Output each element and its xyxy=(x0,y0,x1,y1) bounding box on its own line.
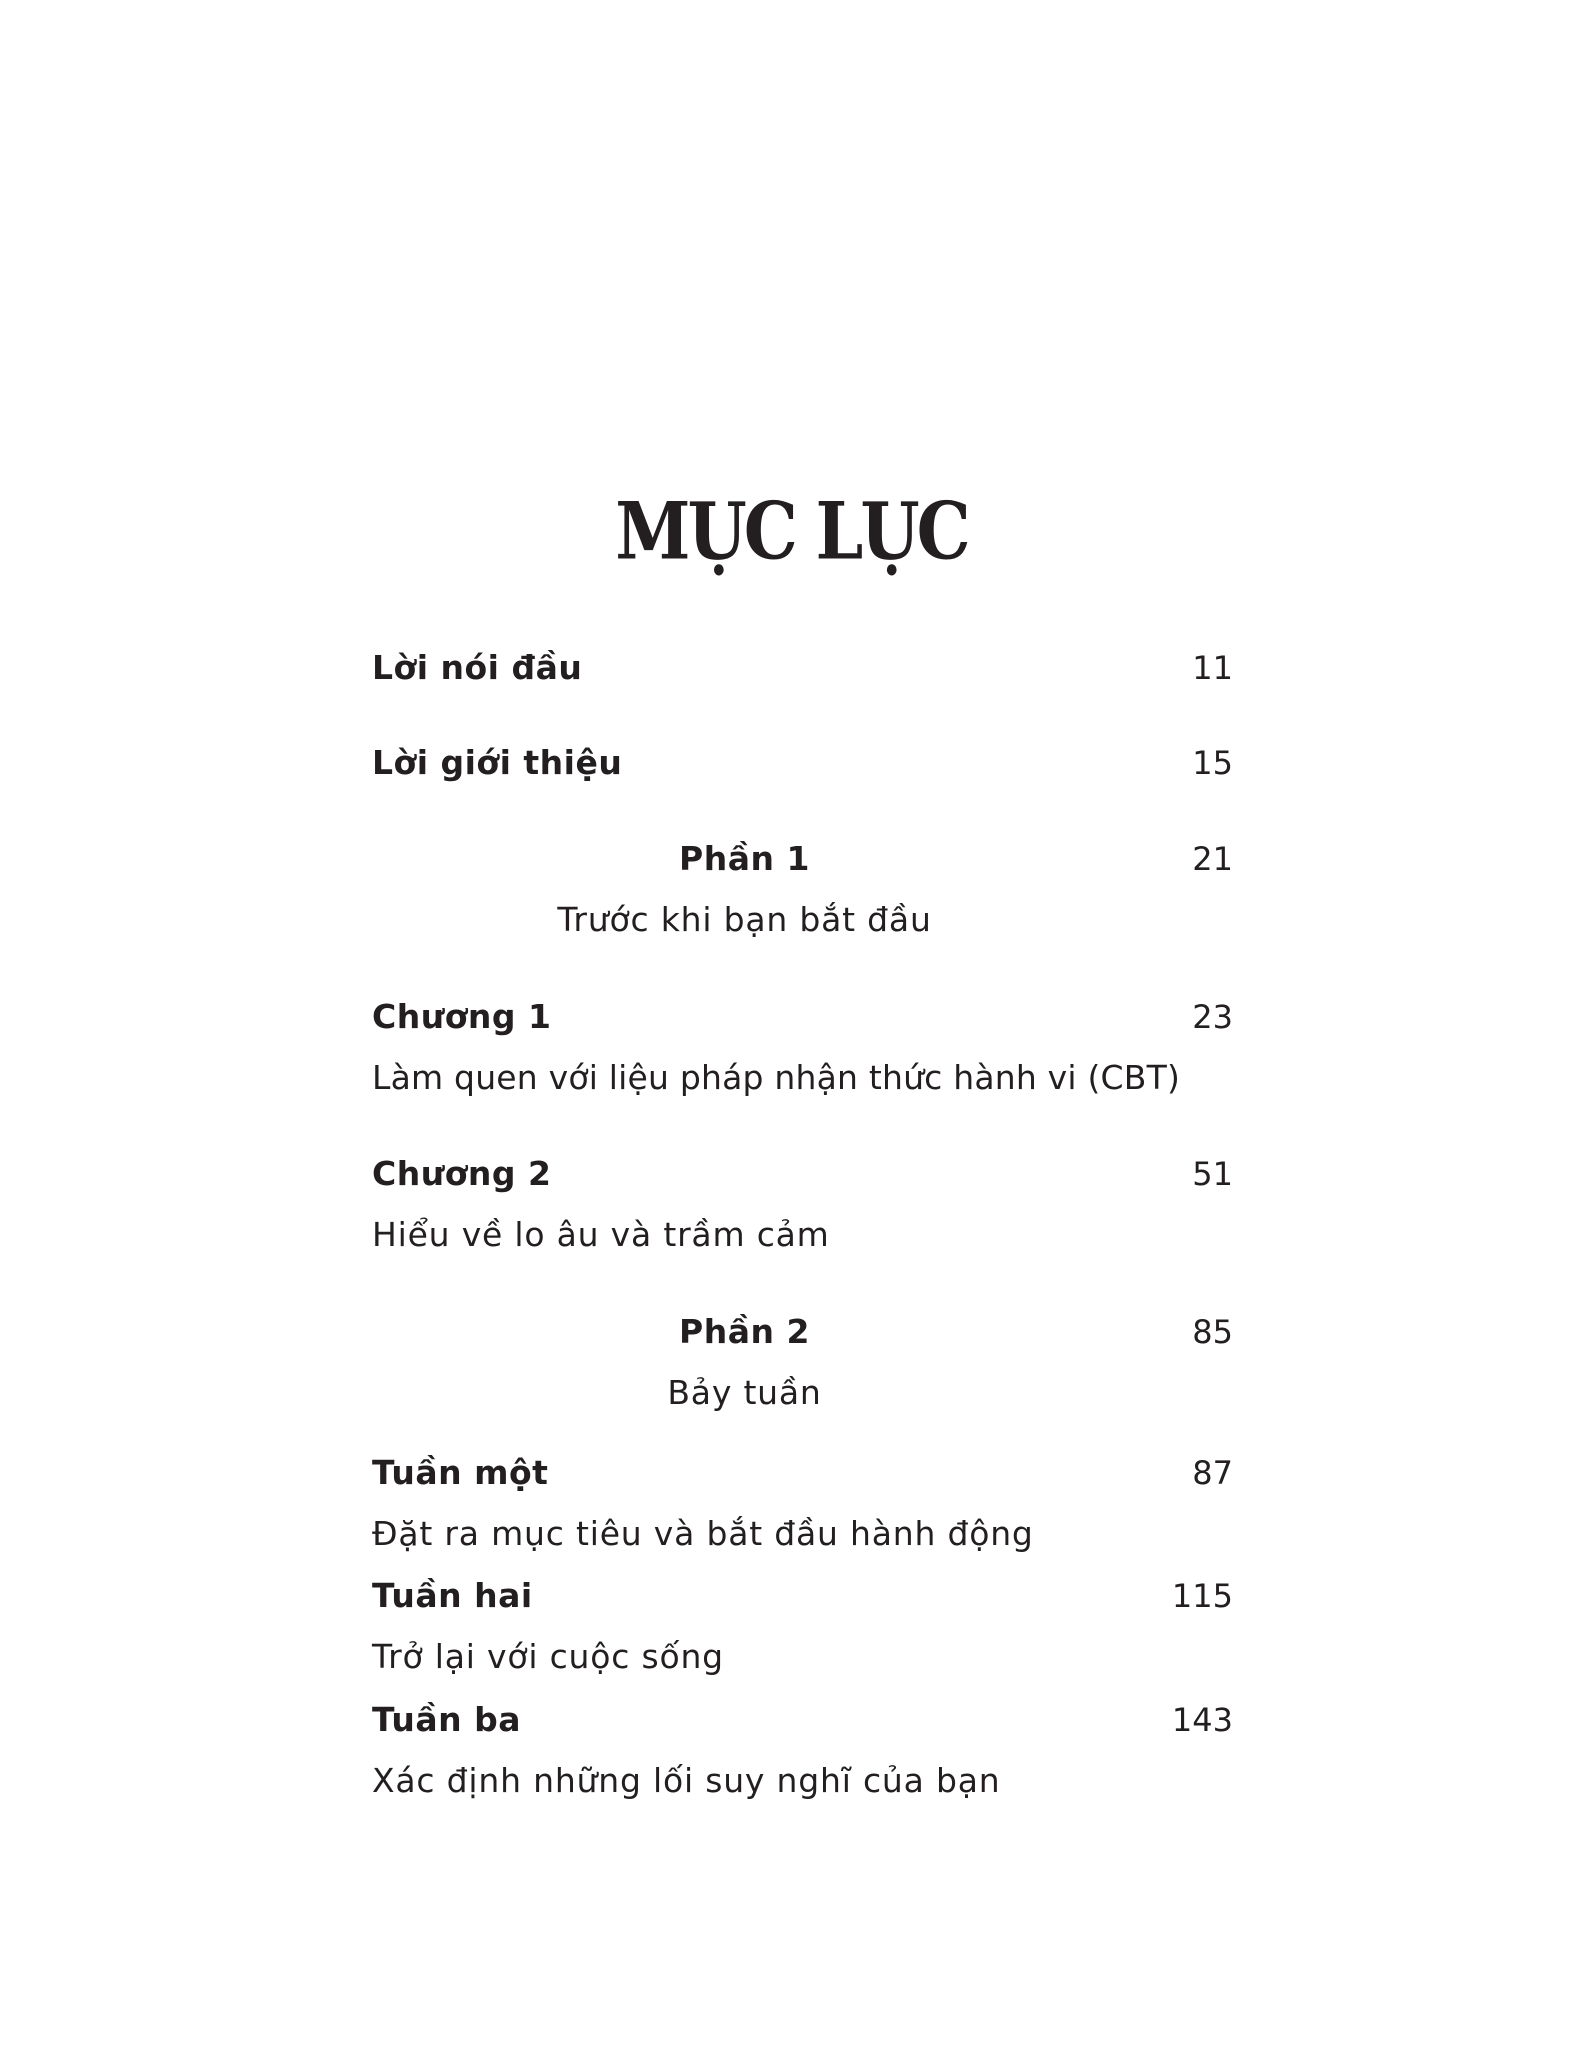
toc-entry-page-number: 85 xyxy=(1192,1313,1233,1351)
toc-entry-page-number: 21 xyxy=(1192,840,1233,878)
chapter-subtitle: Hiểu về lo âu và trầm cảm xyxy=(372,1215,830,1254)
part-heading: Phần 2 xyxy=(679,1312,810,1351)
part-subtitle: Bảy tuần xyxy=(667,1373,822,1412)
chapter-heading: Chương 1 xyxy=(372,997,552,1036)
toc-entry-page-number: 11 xyxy=(1192,649,1233,687)
week-subtitle: Đặt ra mục tiêu và bắt đầu hành động xyxy=(372,1514,1034,1553)
toc-entry-page-number: 87 xyxy=(1192,1454,1233,1492)
week-subtitle: Trở lại với cuộc sống xyxy=(372,1637,724,1676)
toc-entry-page-number: 51 xyxy=(1192,1155,1233,1193)
part-heading: Phần 1 xyxy=(679,839,810,878)
toc-entry-page-number: 23 xyxy=(1192,998,1233,1036)
toc-entry-heading: Lời giới thiệu xyxy=(372,743,623,782)
page-title: MỤC LỤC xyxy=(615,486,968,578)
part-subtitle: Trước khi bạn bắt đầu xyxy=(557,900,932,939)
week-heading: Tuần hai xyxy=(372,1576,533,1615)
week-heading: Tuần một xyxy=(372,1453,549,1492)
chapter-heading: Chương 2 xyxy=(372,1154,552,1193)
toc-entry-page-number: 143 xyxy=(1171,1701,1233,1739)
toc-entry-page-number: 15 xyxy=(1192,744,1233,782)
week-subtitle: Xác định những lối suy nghĩ của bạn xyxy=(372,1761,1001,1800)
chapter-subtitle: Làm quen với liệu pháp nhận thức hành vi (CBT) xyxy=(372,1058,1181,1097)
week-heading: Tuần ba xyxy=(372,1700,522,1739)
toc-entry-heading: Lời nói đầu xyxy=(372,648,583,687)
toc-entry-page-number: 115 xyxy=(1171,1577,1233,1615)
